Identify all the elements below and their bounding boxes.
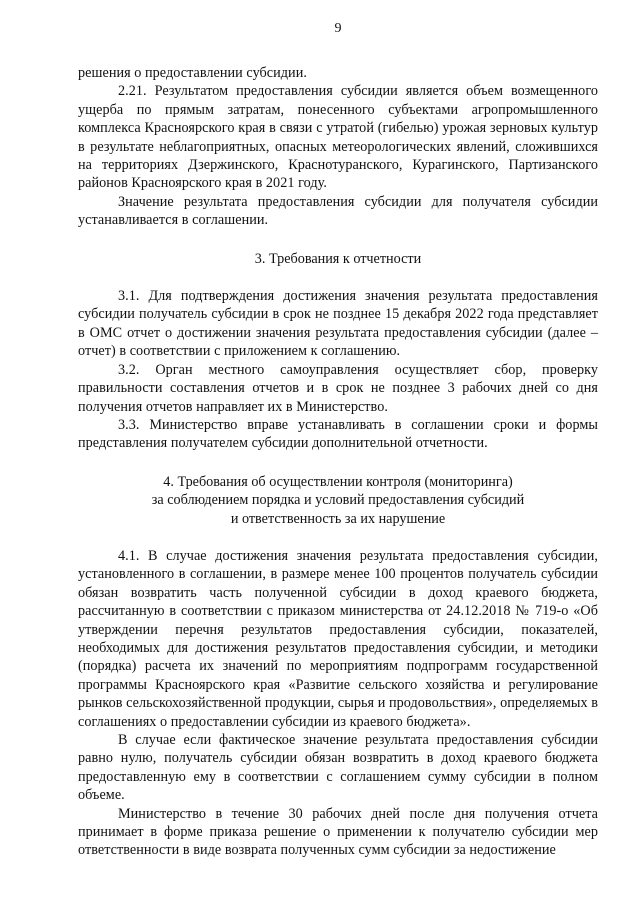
paragraph-3-1: 3.1. Для подтверждения достижения значения результата предоставления субсидии получатель субсидии в срок не позднее 15 декабря 2022 года представляет в ОМС отчет о достижении значения результата предоставления субсидии (далее – отчет) в соответствии с приложением к соглашению. [78,288,598,360]
section-3-title [78,250,598,268]
section-4-heading-line-2: за соблюдением порядка и условий предоставления субсидий [151,492,525,509]
paragraph-zero-result: В случае если фактическое значение результата предоставления субсидии равно нулю, получатель субсидии обязан возвратить в доход краевого бюджета предоставленную ему в соответствии с соглашением сумму субсидии в полном объеме. [78,732,598,804]
paragraph-4-1: 4.1. В случае достижения значения результата предоставления субсидии, установленного в соглашении, в размере менее 100 процентов получатель субсидии обязан возвратить часть полученной субсидии в доход краевого бюджета, рассчитанную в соответствии с приказом министерства от 24.12.2018 № 719-о «Об утверждении перечня результатов предоставления субсидии, показателей, необходимых для достижения результатов предоставления субсидии, и методики (порядка) расчета их значений по мероприятиям подпрограмм государственной программы Красноярского края «Развитие сельского хозяйства и регулирование рынков сельскохозяйственной продукции, сырья и продовольствия», определяемых в соглашениях о предоставлении субсидии из краевого бюджета». [78,547,598,730]
section-4-title [78,473,598,528]
page-number: 9 [334,21,342,36]
paragraph-continuation: решения о предоставлении субсидии. [78,65,307,81]
section-4-heading-line-1: 4. Требования об осуществлении контроля (мониторинга) [163,473,513,490]
paragraph-3-2: 3.2. Орган местного самоуправления осуществляет сбор, проверку правильности составления отчетов и в срок не позднее 3 рабочих дней со дня получения отчетов направляет их в Министерство. [78,361,598,415]
paragraph-ministry-decision: Министерство в течение 30 рабочих дней после дня получения отчета принимает в форме приказа решение о применении к получателю субсидии мер ответственности в виде возврата полученных сумм субсидии за недостижение [78,805,598,859]
paragraph-3-3: 3.3. Министерство вправе устанавливать в соглашении сроки и формы представления получателем субсидии дополнительной отчетности. [78,416,598,452]
paragraph-2-21: 2.21. Результатом предоставления субсидии является объем возмещенного ущерба по прямым затратам, понесенного субъектами агропромышленного комплекса Красноярского края в связи с утратой (гибелью) урожая зерновых культур в результате неблагоприятных, опасных метеорологических явлений, сложившихся на территориях Дзержинского, Краснотуранского, Курагинского, Партизанского районов Красноярского края в 2021 году. [78,83,598,192]
paragraph-result-value: Значение результата предоставления субсидии для получателя субсидии устанавливается в соглашении. [78,193,598,229]
section-4-heading-line-3: и ответственность за их нарушение [230,510,446,527]
section-3-heading: 3. Требования к отчетности [254,250,422,267]
